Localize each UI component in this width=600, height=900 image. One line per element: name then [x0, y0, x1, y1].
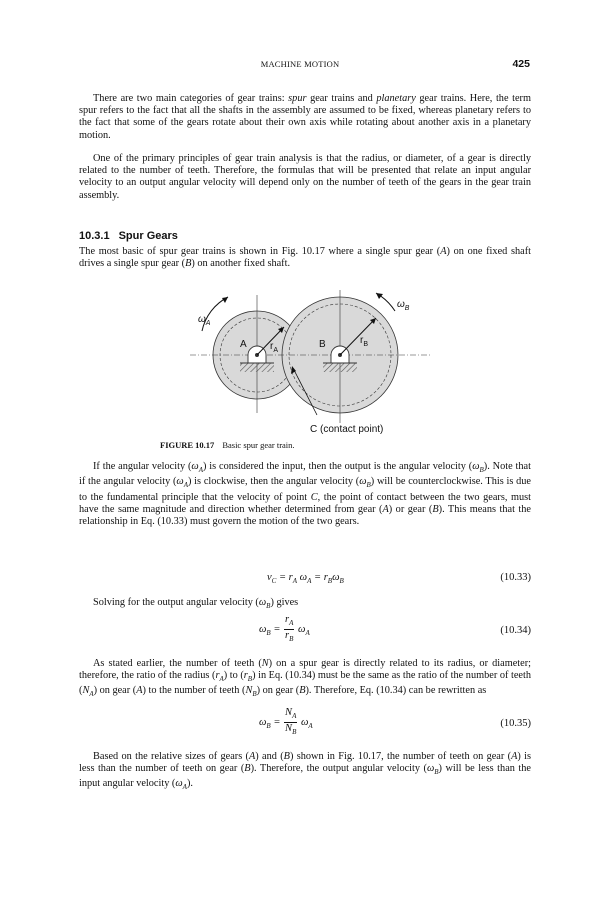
- gear-b-label: B: [319, 339, 326, 350]
- equation-10-34-body: $\omega_B$ = $\frac{r_A}{r_B}$ $\omega_A$: [259, 614, 310, 644]
- omega-a-label: $\omega_A$: [198, 314, 211, 327]
- radius-a-label: $r_A$: [270, 341, 279, 354]
- equation-10-35-body: $\omega_B$ = $\frac{N_A}{N_B}$ $\omega_A$: [259, 707, 313, 737]
- intro-paragraph-2: One of the primary principles of gear train analysis is that the radius, or diameter, of a gear is directly related to the number of teeth. Therefore, the formulas that will be presented that relate an input angular velocity to an output angular velocity will depend only on the number of teeth of the gears in the gear train assembly.: [79, 153, 531, 201]
- gear-a-label: A: [240, 339, 247, 350]
- caption-label: FIGURE 10.17: [160, 440, 215, 450]
- equation-10-34-number: (10.34): [500, 625, 531, 636]
- caption-text: Basic spur gear train.: [222, 440, 295, 450]
- equation-10-33-number: (10.33): [500, 572, 531, 583]
- section-heading: [79, 230, 187, 242]
- body-paragraph-1: If the angular velocity $(\omega_A)$ is considered the input, then the output is the angular velocity $(\omega_B)$. Note that if the angular velocity $(\omega_A)$ is clockwise, then the angular velocity $(\omega_B)$ will be counterclockwise. This is due to the fundamental principle that the velocity of point C, the point of contact between the two gears, must have the same magnitude and direction whether determined from gear (A) or gear (B). This means that the relationship in Eq. (10.33) must govern the motion of the two gears.: [79, 461, 532, 527]
- body-paragraph-4: Based on the relative sizes of gears (A) and (B) shown in Fig. 10.17, the number of teeth on gear (A) is less than the number of teeth on gear (B). Therefore, the output angular velocity $(\omega_B)$ will be less than the input angular velocity $(\omega_A)$.: [79, 751, 531, 792]
- contact-point-label: C (contact point): [310, 424, 384, 435]
- header-title: MACHINE MOTION: [260, 59, 340, 69]
- omega-b-label: $\omega_B$: [397, 299, 410, 312]
- equation-10-33: [79, 570, 531, 600]
- section-number: 10.3.1: [79, 230, 110, 242]
- section-paragraph: The most basic of spur gear trains is shown in Fig. 10.17 where a single spur gear (A) on one fixed shaft drives a single spur gear (B) on another fixed shaft.: [79, 246, 531, 270]
- omega-b-arrowhead: [376, 293, 383, 299]
- body-paragraph-2: Solving for the output angular velocity $(\omega_B)$ gives: [93, 597, 299, 611]
- equation-10-35-number: (10.35): [500, 718, 531, 729]
- radius-b-label: $r_B$: [360, 335, 369, 348]
- body-paragraph-3: As stated earlier, the number of teeth (N) on a spur gear is directly related to its radius, or diameter; therefore, the ratio of the radius $(r_A)$ to $(r_B)$ in Eq. (10.34) must be the same as the ratio of the number of teeth $(N_A)$ on gear (A) to the number of teeth $(N_B)$ on gear (B). Therefore, Eq. (10.34) can be rewritten as: [79, 658, 532, 699]
- intro-paragraph-1: There are two main categories of gear trains: spur gear trains and planetary gear trains. Here, the term spur refers to the fact that all the shafts in the assembly are assumed to be fixed, whereas planetary refers to the fact that some of the gears rotate about their own axis while rotating about another axis in a planetary motion.: [79, 93, 531, 141]
- equation-10-35: [79, 707, 531, 737]
- spur-gear-figure: [190, 285, 430, 435]
- figure-caption: [160, 440, 295, 450]
- page-number: 425: [512, 58, 530, 70]
- running-header: [70, 59, 530, 73]
- section-title: Spur Gears: [118, 230, 178, 242]
- equation-10-34: [79, 614, 531, 644]
- equation-10-33-body: $v_C = r_A$ $\omega_A = r_B\omega_B$: [267, 572, 344, 586]
